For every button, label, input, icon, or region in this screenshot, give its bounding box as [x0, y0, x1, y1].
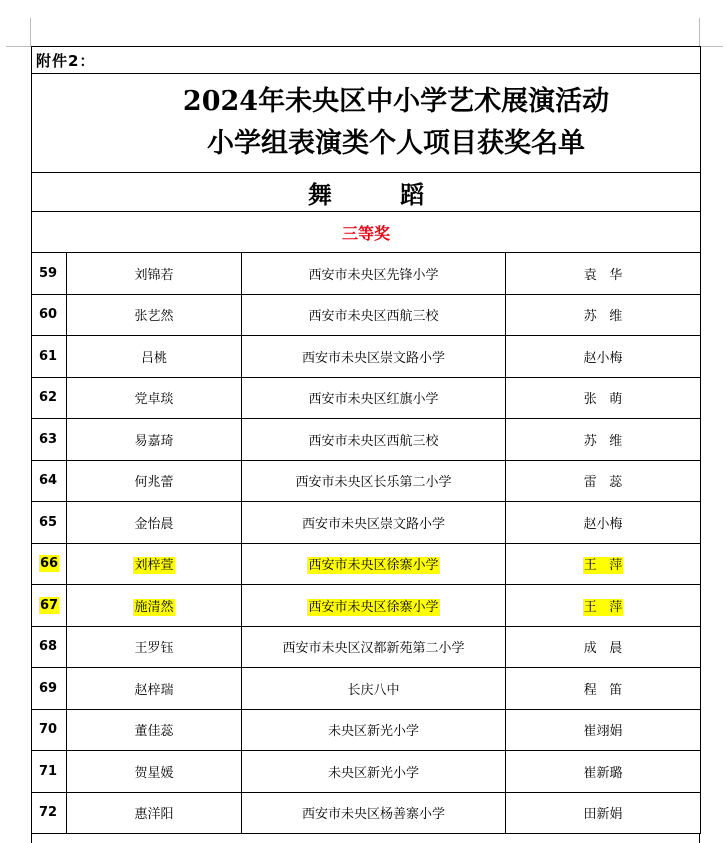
- student-name-cell: [67, 751, 242, 793]
- student-name: 惠洋阳: [134, 807, 174, 823]
- table-row: [32, 626, 701, 668]
- document-title: [32, 74, 701, 173]
- student-name-cell: [67, 626, 242, 668]
- school-name: 西安市未央区徐寨小学: [308, 558, 439, 574]
- table-row: [32, 792, 701, 834]
- school-name-cell: [242, 543, 506, 585]
- school-name: 西安市未央区长乐第二小学: [295, 475, 452, 491]
- teacher-name: 袁 华: [583, 267, 623, 283]
- student-name-cell: [67, 792, 242, 834]
- category-row: [32, 173, 701, 212]
- teacher-name: 赵小梅: [583, 516, 623, 532]
- teacher-name: 成 晨: [583, 641, 623, 657]
- table-right-border-continuation: [699, 834, 701, 843]
- student-name: 刘锦若: [134, 267, 174, 283]
- school-name: 长庆八中: [347, 682, 400, 698]
- row-number: 60: [39, 307, 58, 323]
- row-number: 69: [39, 680, 58, 696]
- school-name-cell: [242, 626, 506, 668]
- teacher-name: 王 萍: [583, 558, 623, 574]
- teacher-name: 程 笛: [583, 682, 623, 698]
- row-number-cell: [32, 543, 67, 585]
- row-number-cell: [32, 294, 67, 336]
- teacher-name-cell: [506, 585, 701, 627]
- school-name-cell: [242, 709, 506, 751]
- student-name-cell: [67, 502, 242, 544]
- student-name-cell: [67, 294, 242, 336]
- table-row: [32, 502, 701, 544]
- student-name: 赵梓瑞: [134, 682, 174, 698]
- table-left-border-continuation: [31, 834, 33, 843]
- school-name: 西安市未央区西航三校: [308, 309, 439, 325]
- table-row: [32, 419, 701, 461]
- student-name: 贺星媛: [134, 765, 174, 781]
- teacher-name: 崔新璐: [583, 765, 623, 781]
- school-name: 西安市未央区崇文路小学: [301, 350, 445, 366]
- row-number: 59: [39, 265, 58, 281]
- row-number: 62: [39, 390, 58, 406]
- school-name: 未央区新光小学: [327, 724, 419, 740]
- student-name: 党卓琰: [134, 392, 174, 408]
- row-number-cell: [32, 253, 67, 295]
- row-number: 67: [40, 597, 59, 613]
- teacher-name-cell: [506, 294, 701, 336]
- school-name-cell: [242, 792, 506, 834]
- row-number-cell: [32, 626, 67, 668]
- school-name: 未央区新光小学: [327, 765, 419, 781]
- teacher-name-cell: [506, 502, 701, 544]
- student-name: 何兆蕾: [134, 475, 174, 491]
- student-name: 王罗钰: [134, 641, 174, 657]
- row-number: 70: [39, 722, 58, 738]
- row-number-cell: [32, 502, 67, 544]
- school-name: 西安市未央区汉都新苑第二小学: [282, 641, 465, 657]
- row-number: 66: [40, 556, 59, 572]
- teacher-name-cell: [506, 460, 701, 502]
- school-name: 西安市未央区先锋小学: [308, 267, 439, 283]
- teacher-name: 苏 维: [583, 309, 623, 325]
- student-name-cell: [67, 253, 242, 295]
- student-name-cell: [67, 543, 242, 585]
- award-level-row: [32, 212, 701, 253]
- student-name: 董佳蕊: [134, 724, 174, 740]
- student-name: 刘梓萱: [134, 558, 174, 574]
- page-corner-guide-right-horizontal: [699, 46, 723, 47]
- award-table: [31, 46, 701, 834]
- teacher-name: 田新娟: [583, 807, 623, 823]
- teacher-name: 赵小梅: [583, 350, 623, 366]
- teacher-name-cell: [506, 419, 701, 461]
- school-name-cell: [242, 419, 506, 461]
- table-row: [32, 751, 701, 793]
- table-row: [32, 336, 701, 378]
- row-number: 65: [39, 514, 58, 530]
- teacher-name-cell: [506, 377, 701, 419]
- school-name-cell: [242, 377, 506, 419]
- school-name-cell: [242, 668, 506, 710]
- school-name: 西安市未央区杨善寨小学: [301, 807, 445, 823]
- teacher-name: 雷 蕊: [583, 475, 623, 491]
- school-name-cell: [242, 460, 506, 502]
- table-row: [32, 460, 701, 502]
- student-name-cell: [67, 460, 242, 502]
- student-name-cell: [67, 668, 242, 710]
- school-name: 西安市未央区徐寨小学: [308, 599, 439, 615]
- table-row: [32, 377, 701, 419]
- title-line-2: 小学组表演类个人项目获奖名单: [207, 128, 585, 159]
- table-row: [32, 668, 701, 710]
- attachment-label: 附件2：: [32, 47, 701, 74]
- row-number: 68: [39, 639, 58, 655]
- page-corner-guide-left-vertical: [30, 18, 31, 46]
- row-number: 71: [39, 763, 58, 779]
- document-page: [31, 46, 700, 834]
- row-number: 63: [39, 431, 58, 447]
- row-number-cell: [32, 460, 67, 502]
- student-name-cell: [67, 419, 242, 461]
- table-row: [32, 543, 701, 585]
- student-name: 易嘉琦: [134, 433, 174, 449]
- school-name: 西安市未央区红旗小学: [308, 392, 439, 408]
- student-name-cell: [67, 336, 242, 378]
- teacher-name: 张 萌: [583, 392, 623, 408]
- teacher-name: 苏 维: [583, 433, 623, 449]
- student-name: 张艺然: [134, 309, 174, 325]
- student-name-cell: [67, 709, 242, 751]
- student-name-cell: [67, 377, 242, 419]
- row-number-cell: [32, 792, 67, 834]
- school-name: 西安市未央区崇文路小学: [301, 516, 445, 532]
- award-level-heading: 三等奖: [32, 212, 701, 253]
- teacher-name-cell: [506, 626, 701, 668]
- teacher-name-cell: [506, 751, 701, 793]
- student-name-cell: [67, 585, 242, 627]
- teacher-name-cell: [506, 709, 701, 751]
- school-name: 西安市未央区西航三校: [308, 433, 439, 449]
- teacher-name-cell: [506, 543, 701, 585]
- page-corner-guide-left-horizontal: [6, 46, 31, 47]
- table-row: [32, 585, 701, 627]
- row-number: 61: [39, 348, 58, 364]
- teacher-name-cell: [506, 792, 701, 834]
- row-number-cell: [32, 585, 67, 627]
- school-name-cell: [242, 751, 506, 793]
- school-name-cell: [242, 585, 506, 627]
- row-number-cell: [32, 336, 67, 378]
- teacher-name-cell: [506, 336, 701, 378]
- student-name: 吕桃: [140, 350, 167, 366]
- school-name-cell: [242, 502, 506, 544]
- row-number: 64: [39, 473, 58, 489]
- row-number: 72: [39, 805, 58, 821]
- school-name-cell: [242, 294, 506, 336]
- student-name: 金怡晨: [134, 516, 174, 532]
- teacher-name: 崔翊娟: [583, 724, 623, 740]
- title-row: [32, 74, 701, 173]
- table-row: [32, 294, 701, 336]
- teacher-name-cell: [506, 668, 701, 710]
- row-number-cell: [32, 709, 67, 751]
- school-name-cell: [242, 253, 506, 295]
- row-number-cell: [32, 751, 67, 793]
- teacher-name: 王 萍: [583, 599, 623, 615]
- table-row: [32, 253, 701, 295]
- title-line-1: 2024年未央区中小学艺术展演活动: [182, 86, 610, 117]
- row-number-cell: [32, 668, 67, 710]
- page-corner-guide-right-vertical: [699, 18, 700, 46]
- category-heading: 舞 蹈: [32, 173, 701, 212]
- table-row: [32, 709, 701, 751]
- attachment-row: [32, 47, 701, 74]
- row-number-cell: [32, 377, 67, 419]
- teacher-name-cell: [506, 253, 701, 295]
- school-name-cell: [242, 336, 506, 378]
- student-name: 施清然: [134, 599, 174, 615]
- row-number-cell: [32, 419, 67, 461]
